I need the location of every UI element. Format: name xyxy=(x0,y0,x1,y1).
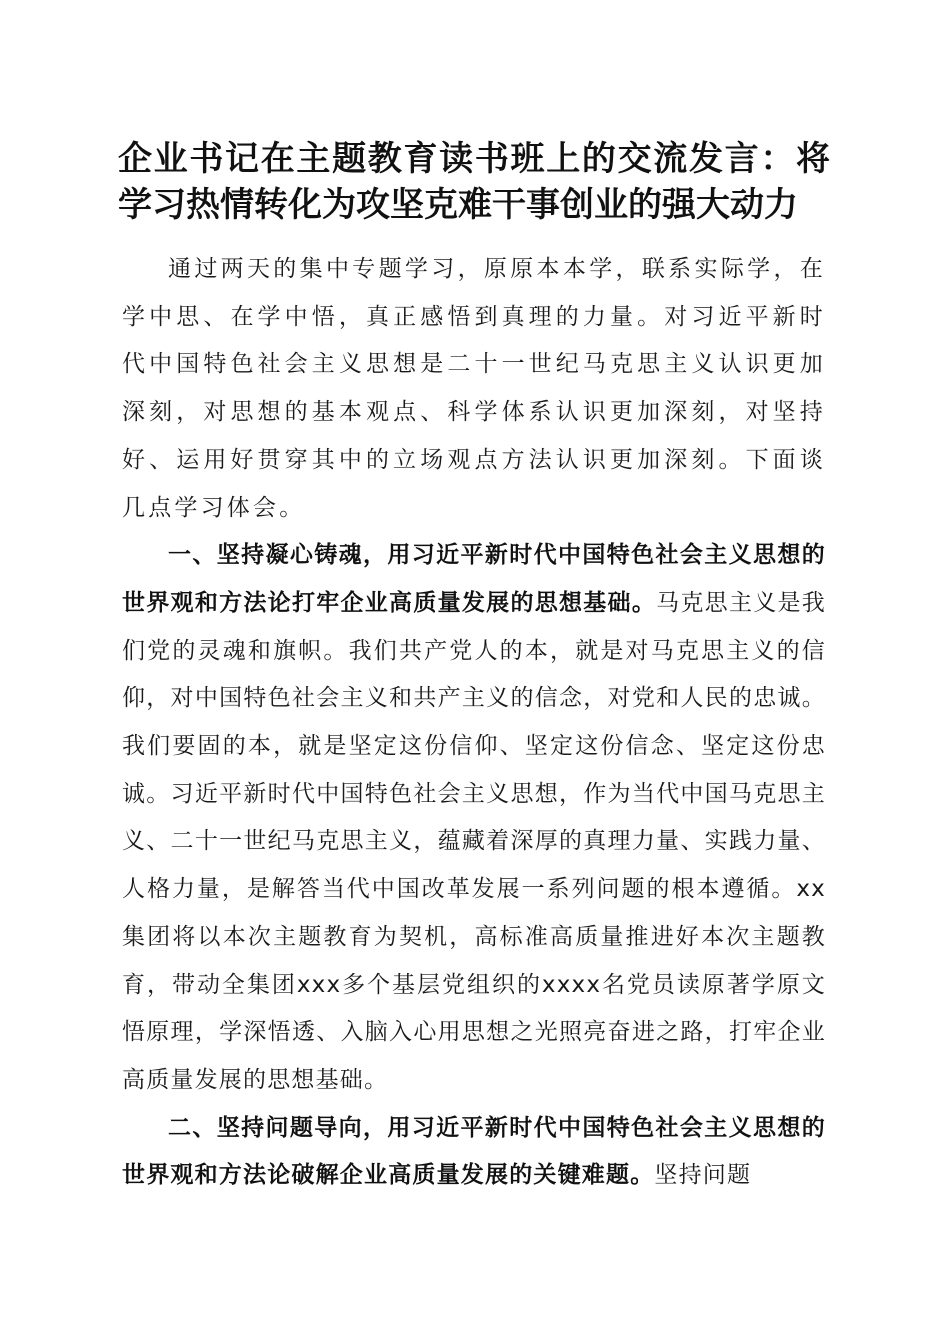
section-1-text: 马克思主义是我们党的灵魂和旗帜。我们共产党人的本，就是对马克思主义的信仰，对中国特色社会主义和共产主义的信念，对党和人民的忠诚。我们要固的本，就是坚定这份信仰、坚定这份信念、坚定这份忠诚。习近平新时代中国特色社会主义思想，作为当代中国马克思主义、二十一世纪马克思主义，蕴藏着深厚的真理力量、实践力量、人格力量，是解答当代中国改革发展一系列问题的根本遵循。xx集团将以本次主题教育为契机，高标准高质量推进好本次主题教育，带动全集团xxx多个基层党组织的xxxx名党员读原著学原文悟原理，学深悟透、入脑入心用思想之光照亮奋进之路，打牢企业高质量发展的思想基础。 xyxy=(122,589,826,1093)
section-2-heading: 二、坚持问题导向，用习近平新时代中国特色社会主义思想的世界观和方法论破解企业高质量发展的关键难题。 xyxy=(122,1114,826,1189)
document-title: 企业书记在主题教育读书班上的交流发言：将学习热情转化为攻坚克难干事创业的强大动力 xyxy=(118,139,830,225)
section-2-text: 坚持问题 xyxy=(654,1162,752,1189)
section-2-paragraph xyxy=(122,1105,826,1200)
section-1-heading: 一、坚持凝心铸魂，用习近平新时代中国特色社会主义思想的世界观和方法论打牢企业高质量发展的思想基础。 xyxy=(122,542,826,616)
intro-paragraph: 通过两天的集中专题学习，原原本本学，联系实际学，在学中思、在学中悟，真正感悟到真理的力量。对习近平新时代中国特色社会主义思想是二十一世纪马克思主义认识更加深刻，对思想的基本观点、科学体系认识更加深刻，对坚持好、运用好贯穿其中的立场观点方法认识更加深刻。下面谈几点学习体会。 xyxy=(122,256,826,521)
document-body xyxy=(122,246,826,1200)
section-1-paragraph xyxy=(122,532,826,1104)
